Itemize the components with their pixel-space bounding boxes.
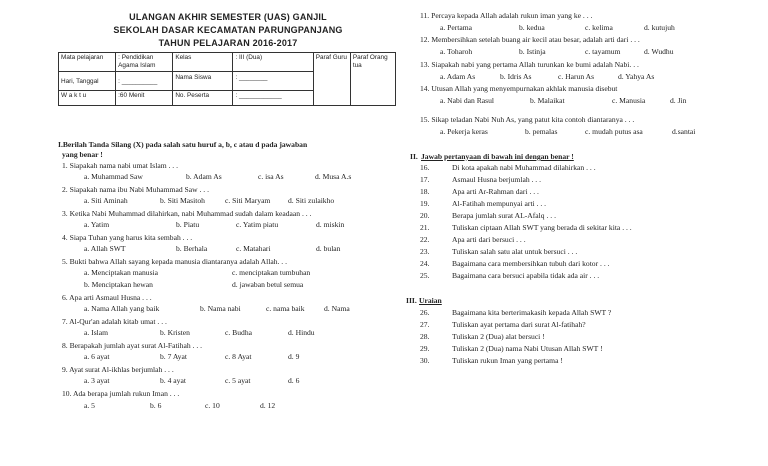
essay-question: Di kota apakah nabi Muhammad dilahirkan . . . bbox=[452, 163, 596, 172]
option[interactable]: c. Siti Maryam bbox=[225, 196, 271, 205]
question-number: 30. bbox=[420, 356, 430, 365]
option[interactable]: a. Islam bbox=[84, 328, 109, 337]
section-3-title: Uraian bbox=[419, 296, 442, 305]
option[interactable]: a. Pekerja keras bbox=[440, 127, 488, 136]
subject-value: : Pendidikan Agama Islam bbox=[118, 54, 156, 69]
section-2-title: Jawab pertanyaan di bawah ini dengan benar ! bbox=[421, 152, 574, 161]
duration-value: :60 Menit bbox=[118, 92, 145, 99]
option[interactable]: d. bulan bbox=[316, 244, 341, 253]
option[interactable]: d. Nama bbox=[324, 304, 350, 313]
essay-question: Tuliskan ayat pertama dari surat Al-fatihah? bbox=[452, 320, 586, 329]
class-value: : III (Dua) bbox=[235, 54, 263, 61]
question-number: 19. bbox=[420, 199, 430, 208]
option[interactable]: c. 5 ayat bbox=[225, 376, 251, 385]
option[interactable]: b. kedua bbox=[519, 23, 545, 32]
section-2-number: II. bbox=[410, 152, 418, 161]
question-number: 26. bbox=[420, 308, 430, 317]
essay-question: Tuliskan 2 (Dua) alat bersuci ! bbox=[452, 332, 545, 341]
essay-question: Tuliskan 2 (Dua) nama Nabi Utusan Allah SWT ! bbox=[452, 344, 603, 353]
option[interactable]: c. Budha bbox=[225, 328, 252, 337]
section-3-number: III. bbox=[406, 296, 417, 305]
section-1-title-cont: yang benar ! bbox=[62, 150, 103, 159]
option[interactable]: b. Piatu bbox=[176, 220, 200, 229]
option[interactable]: b. Malaikat bbox=[530, 96, 565, 105]
option[interactable]: a. Muhammad Saw bbox=[84, 172, 143, 181]
essay-question: Berapa jumlah surat AL-Afalq . . . bbox=[452, 211, 556, 220]
option[interactable]: d. kutujuh bbox=[644, 23, 675, 32]
option[interactable]: b. 4 ayat bbox=[160, 376, 186, 385]
option[interactable]: b. Berhala bbox=[176, 244, 208, 253]
essay-question: Bagaimana kita berterimakasih kepada Allah SWT ? bbox=[452, 308, 612, 317]
essay-question: Bagaimana cara bersuci apabila tidak ada air . . . bbox=[452, 271, 600, 280]
date-label: Hari, Tanggal bbox=[61, 78, 99, 85]
question-number: 29. bbox=[420, 344, 430, 353]
option[interactable]: a. Siti Aminah bbox=[84, 196, 128, 205]
option[interactable]: a. 5 bbox=[84, 401, 95, 410]
section-1-title: I.Berilah Tanda Silang (X) pada salah satu huruf a, b, c atau d pada jawaban bbox=[58, 140, 308, 149]
option[interactable]: d. 9 bbox=[288, 352, 300, 361]
question-number: 27. bbox=[420, 320, 430, 329]
option[interactable]: c. Yatim piatu bbox=[236, 220, 279, 229]
essay-question: Tuliskan salah satu alat untuk bersuci . . . bbox=[452, 247, 578, 256]
question-number: 25. bbox=[420, 271, 430, 280]
essay-question: Apa arti Ar-Rahman dari . . . bbox=[452, 187, 539, 196]
option[interactable]: b. Siti Masitoh bbox=[160, 196, 205, 205]
duration-label: W a k t u bbox=[61, 92, 87, 99]
option[interactable]: c. kelima bbox=[585, 23, 613, 32]
option[interactable]: c. 8 Ayat bbox=[225, 352, 252, 361]
question-number: 23. bbox=[420, 247, 430, 256]
option[interactable]: d. Siti zulaikho bbox=[288, 196, 335, 205]
essay-question: Bagaimana cara membersihkan tubuh dari kotor . . . bbox=[452, 259, 610, 268]
option[interactable]: c. menciptakan tumbuhan bbox=[232, 268, 311, 277]
question-number: 28. bbox=[420, 332, 430, 341]
option[interactable]: a. Allah SWT bbox=[84, 244, 126, 253]
essay-question: Asmaul Husna berjumlah . . . bbox=[452, 175, 542, 184]
date-field[interactable]: : __________ bbox=[118, 78, 158, 85]
option[interactable]: c. tayamum bbox=[585, 47, 621, 56]
option[interactable]: d. Jin bbox=[670, 96, 687, 105]
student-name-field[interactable]: : ________ bbox=[235, 74, 268, 81]
question-number: 22. bbox=[420, 235, 430, 244]
school-year: TAHUN PELAJARAN 2016-2017 bbox=[158, 38, 298, 48]
option[interactable]: d. 6 bbox=[288, 376, 300, 385]
option[interactable]: a. Nabi dan Rasul bbox=[440, 96, 494, 105]
question-number: 21. bbox=[420, 223, 430, 232]
option[interactable]: b. Menciptakan hewan bbox=[84, 280, 153, 289]
option[interactable]: a. 3 ayat bbox=[84, 376, 110, 385]
option[interactable]: c. nama baik bbox=[266, 304, 305, 313]
question-number: 17. bbox=[420, 175, 430, 184]
option[interactable]: b. Idris As bbox=[500, 72, 532, 81]
essay-question: Tuliskan ciptaan Allah SWT yang berada di sekitar kita . . . bbox=[452, 223, 632, 232]
option[interactable]: a. 6 ayat bbox=[84, 352, 110, 361]
option[interactable]: b. Adam As bbox=[186, 172, 222, 181]
option[interactable]: d. Musa A.s bbox=[315, 172, 352, 181]
option[interactable]: a. Menciptakan manusia bbox=[84, 268, 159, 277]
option[interactable]: d.santai bbox=[672, 127, 696, 136]
option[interactable]: d. jawaban betul semua bbox=[232, 280, 304, 289]
option[interactable]: b. Istinja bbox=[519, 47, 546, 56]
option[interactable]: b. 7 Ayat bbox=[160, 352, 187, 361]
essay-question: Al-Fatihah mempunyai arti . . . bbox=[452, 199, 547, 208]
option[interactable]: c. Matahari bbox=[236, 244, 271, 253]
option[interactable]: b. 6 bbox=[150, 401, 162, 410]
question-number: 16. bbox=[420, 163, 430, 172]
option[interactable]: c. isa As bbox=[258, 172, 284, 181]
question-number: 20. bbox=[420, 211, 430, 220]
option[interactable]: c. 10 bbox=[205, 401, 220, 410]
option[interactable]: d. Hindu bbox=[288, 328, 315, 337]
option[interactable]: a. Nama Allah yang baik bbox=[84, 304, 160, 313]
option[interactable]: d. 12 bbox=[260, 401, 276, 410]
essay-question: Tuliskan rukun Iman yang pertama ! bbox=[452, 356, 563, 365]
option[interactable]: b. Nama nabi bbox=[200, 304, 241, 313]
option[interactable]: b. Kristen bbox=[160, 328, 190, 337]
option[interactable]: c. Manusia bbox=[612, 96, 646, 105]
option[interactable]: a. Yatim bbox=[84, 220, 110, 229]
option[interactable]: c. mudah putus asa bbox=[585, 127, 643, 136]
participant-number-label: No. Peserta bbox=[175, 92, 210, 99]
school-name: SEKOLAH DASAR KECAMATAN PARUNGPANJANG bbox=[113, 25, 343, 35]
option[interactable]: b. pemalas bbox=[525, 127, 558, 136]
option[interactable]: a. Adam As bbox=[440, 72, 476, 81]
question-number: 24. bbox=[420, 259, 430, 268]
student-name-label: Nama Siswa bbox=[175, 74, 212, 81]
exam-page: ULANGAN AKHIR SEMESTER (UAS) GANJIL SEKOLAH DASAR KECAMATAN PARUNGPANJANG TAHUN PELAJARAN 2016-2017 Mata pelajaran : Pendidikan Agama Islam Kelas : III (Dua) Paraf Guru Paraf Orang tua Hari, Tanggal : __________ Nama Siswa : ________ W a k t u :60 Menit No. Peserta : ____________ I.Berilah Tanda Silang (X) pada salah satu huruf a, b, c atau d pada jawaban yang benar ! 1. Siapakah nama nabi umat Islam . . . a. Muhammad Saw b. Adam As c. isa As d. Musa A.s 2. Siapakah nama ibu Nabi Muhammad Saw . . . a. Siti Aminah b. Siti Masitoh c. Siti Maryam d. Siti zulaikho 3. Ketika Nabi Muhammad dilahirkan, nabi Muhammad sudah dalam keadaan . . . a. Yatim b. Piatu c. Yatim piatu d. miskin 4. Siapa Tuhan yang harus kita sembah . . . a. Allah SWT b. Berhala c. Matahari d. bulan 5. Bukti bahwa Allah sayang kepada manusia diantaranya adalah Allah. . . a. Menciptakan manusia c. menciptakan tumbuhan b. Menciptakan hewan d. jawaban betul semua 6. Apa arti Asmaul Husna . . . a. Nama Allah yang baik b. Nama nabi c. nama baik d. Nama 7. Al-Qur'an adalah kitab umat . . . a. Islam b. Kristen c. Budha d. Hindu 8. Berapakah jumlah ayat surat Al-Fatihah . . . a. 6 ayat b. 7 Ayat c. 8 Ayat d. 9 9. Ayat surat Al-ikhlas berjumlah . . . a. 3 ayat b. 4 ayat c. 5 ayat d. 6 10. Ada berapa jumlah rukun Iman . . . a. 5 b. 6 c. 10 d. 12 11. Percaya kepada Allah adalah rukun iman yang ke . . . a. Pertama b. kedua c. kelima d. kutujuh 12. Membersihkan setelah buang air kecil atau besar, adalah arti dari . . . a. Toharoh b. Istinja c. tayamum d. Wudhu 13. Siapakah nabi yang pertama Allah turunkan ke bumi adalah Nabi. . . a. Adam As b. Idris As c. Harun As d. Yahya As 14. Utusan Allah yang menyempurnakan akhlak manusia disebut a. Nabi dan Rasul b. Malaikat c. Manusia d. Jin 15. Sikap teladan Nabi Nuh As, yang patut kita contoh diantaranya . . . a. Pekerja keras b. pemalas c. mudah putus asa d.santai II. Jawab pertanyaan di bawah ini dengan benar ! 16. Di kota apakah nabi Muhammad dilahirkan . . . 17. Asmaul Husna berjumlah . . . 18. Apa arti Ar-Rahman dari . . . 19. Al-Fatihah mempunyai arti . . . 20. Berapa jumlah surat AL-Afalq . . . 21. Tuliskan ciptaan Allah SWT yang berada di sekitar kita . . . 22. Apa arti dari bersuci . . . 23. Tuliskan salah satu alat untuk bersuci . . . 24. Bagaimana cara membersihkan tubuh dari kotor . . . 25. Bagaimana cara bersuci apabila tidak ada air . . . III. Uraian 26. Bagaimana kita berterimakasih kepada Allah SWT ? 27. Tuliskan ayat pertama dari surat Al-fatihah? 28. Tuliskan 2 (Dua) alat bersuci ! 29. Tuliskan 2 (Dua) nama Nabi Utusan Allah SWT ! 30. Tuliskan rukun Iman yang pertama ! bbox=[58, 11, 696, 410]
option[interactable]: a. Toharoh bbox=[440, 47, 473, 56]
option[interactable]: d. miskin bbox=[316, 220, 345, 229]
option[interactable]: a. Pertama bbox=[440, 23, 473, 32]
parent-signature-label: Paraf Orang tua bbox=[352, 54, 388, 69]
essay-question: Apa arti dari bersuci . . . bbox=[452, 235, 526, 244]
exam-title: ULANGAN AKHIR SEMESTER (UAS) GANJIL bbox=[129, 12, 327, 22]
class-label: Kelas bbox=[175, 54, 192, 61]
subject-label: Mata pelajaran bbox=[61, 54, 104, 61]
option[interactable]: d. Wudhu bbox=[644, 47, 674, 56]
teacher-signature-label: Paraf Guru bbox=[315, 54, 347, 61]
student-info-table bbox=[58, 52, 396, 106]
participant-number-field[interactable]: : ____________ bbox=[235, 92, 282, 99]
option[interactable]: d. Yahya As bbox=[618, 72, 655, 81]
option[interactable]: c. Harun As bbox=[558, 72, 595, 81]
question-number: 18. bbox=[420, 187, 430, 196]
